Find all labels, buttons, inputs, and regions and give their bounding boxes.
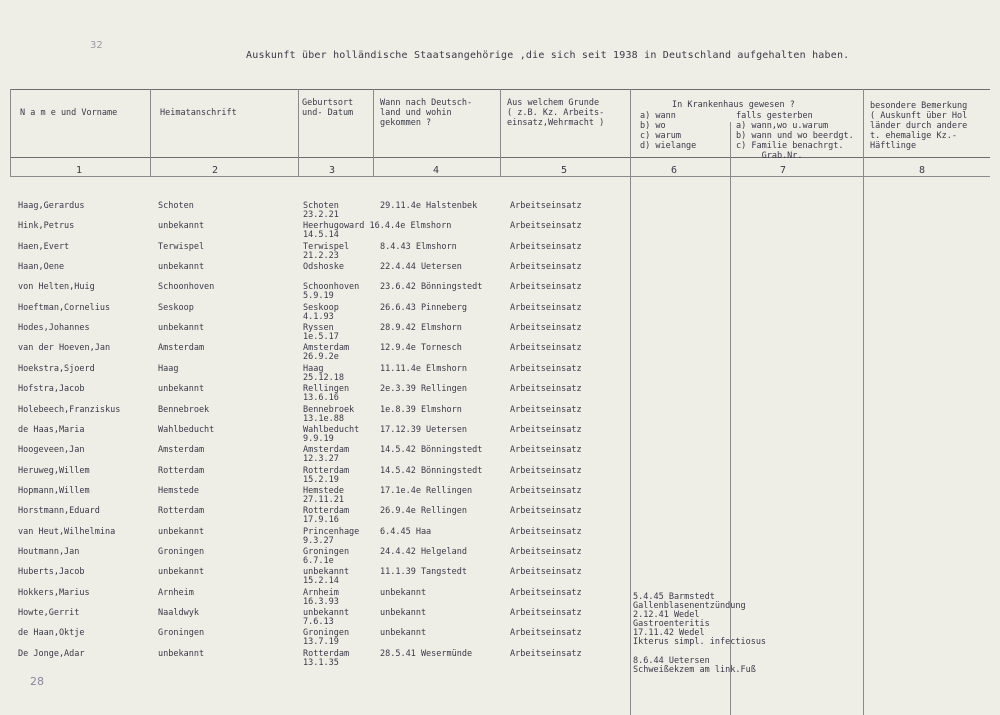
row-arrival: 22.4.44 Uetersen	[380, 262, 462, 272]
row-arrival: 26.9.4e Rellingen	[380, 506, 467, 516]
document-title: Auskunft über holländische Staatsangehörige ,die sich seit 1938 in Deutschland aufgehalten haben.	[246, 50, 850, 61]
column-number: 4	[433, 165, 440, 176]
row-arrival: 26.6.43 Pinneberg	[380, 303, 467, 313]
row-arrival: unbekannt	[380, 628, 427, 638]
row-name: Haan,Oene	[18, 262, 65, 272]
row-arrival: 24.4.42 Helgeland	[380, 547, 467, 557]
row-name: Hoogeveen,Jan	[18, 445, 85, 455]
row-name: Hoekstra,Sjoerd	[18, 364, 95, 374]
row-home-address: unbekannt	[158, 527, 205, 537]
row-birth: Schoonhoven 5.9.19	[303, 282, 360, 301]
row-birth: Rotterdam 17.9.16	[303, 506, 350, 525]
hospital-note: 8.6.44 Uetersen Schweißekzem am link.Fuß	[633, 656, 756, 675]
row-reason: Arbeitseinsatz	[510, 201, 582, 211]
row-arrival: 6.4.45 Haa	[380, 527, 432, 537]
row-home-address: unbekannt	[158, 649, 205, 659]
row-home-address: Groningen	[158, 628, 205, 638]
row-birth: Heerhugoward 16.4.4e Elmshorn 14.5.14	[303, 221, 452, 240]
row-name: Holebeech,Franziskus	[18, 405, 121, 415]
column-number: 3	[329, 165, 336, 176]
page-number: 28	[30, 675, 44, 688]
row-reason: Arbeitseinsatz	[510, 466, 582, 476]
row-reason: Arbeitseinsatz	[510, 506, 582, 516]
row-home-address: Schoonhoven	[158, 282, 215, 292]
row-reason: Arbeitseinsatz	[510, 486, 582, 496]
row-name: Howte,Gerrit	[18, 608, 80, 618]
row-home-address: Naaldwyk	[158, 608, 199, 618]
column-number: 5	[561, 165, 568, 176]
row-birth: Bennebroek 13.1e.88	[303, 405, 355, 424]
row-name: Hink,Petrus	[18, 221, 75, 231]
row-birth: Schoten 23.2.21	[303, 201, 339, 220]
column-divider	[10, 89, 11, 177]
header-home-address: Heimatanschrift	[160, 108, 237, 118]
row-home-address: unbekannt	[158, 262, 205, 272]
column-divider	[630, 89, 631, 715]
row-name: Hofstra,Jacob	[18, 384, 85, 394]
row-birth: Princenhage 9.3.27	[303, 527, 360, 546]
row-reason: Arbeitseinsatz	[510, 527, 582, 537]
row-name: van der Hoeven,Jan	[18, 343, 111, 353]
column-number: 1	[76, 165, 83, 176]
row-birth: Haag 25.12.18	[303, 364, 344, 383]
header-name: N a m e und Vorname	[20, 108, 118, 118]
row-birth: Rellingen 13.6.16	[303, 384, 350, 403]
row-name: Horstmann,Eduard	[18, 506, 100, 516]
row-home-address: Hemstede	[158, 486, 199, 496]
row-reason: Arbeitseinsatz	[510, 262, 582, 272]
header-deceased: falls gesterben a) wann,wo u.warum b) wann und wo beerdgt. c) Familie benachrgt. Grab.Nr.	[736, 111, 854, 161]
row-home-address: Schoten	[158, 201, 194, 211]
row-name: Hokkers,Marius	[18, 588, 90, 598]
column-number: 6	[671, 165, 678, 176]
header-hospital: a) wann b) wo c) warum d) wielange	[640, 111, 697, 151]
row-arrival: 11.11.4e Elmshorn	[380, 364, 467, 374]
row-birth: Odshoske	[303, 262, 344, 272]
hospital-note: 17.11.42 Wedel Ikterus simpl. infectiosus	[633, 628, 767, 647]
row-name: von Helten,Huig	[18, 282, 95, 292]
row-reason: Arbeitseinsatz	[510, 649, 582, 659]
row-birth: Ryssen 1e.5.17	[303, 323, 339, 342]
row-name: Huberts,Jacob	[18, 567, 85, 577]
row-reason: Arbeitseinsatz	[510, 425, 582, 435]
row-arrival: 11.1.39 Tangstedt	[380, 567, 467, 577]
row-home-address: unbekannt	[158, 384, 205, 394]
column-number: 7	[780, 165, 787, 176]
row-reason: Arbeitseinsatz	[510, 343, 582, 353]
pencil-note: 32	[90, 40, 103, 51]
row-home-address: Groningen	[158, 547, 205, 557]
row-name: Hoeftman,Cornelius	[18, 303, 111, 313]
row-home-address: Terwispel	[158, 242, 205, 252]
row-home-address: Amsterdam	[158, 343, 205, 353]
row-home-address: Arnheim	[158, 588, 194, 598]
column-divider	[373, 89, 374, 177]
header-remarks: besondere Bemerkung ( Auskunft über Hol länder durch andere t. ehemalige Kz.- Häftlinge	[870, 101, 968, 151]
column-divider	[730, 122, 731, 715]
row-home-address: Seskoop	[158, 303, 194, 313]
row-reason: Arbeitseinsatz	[510, 608, 582, 618]
row-home-address: Rotterdam	[158, 466, 205, 476]
header-hospital-span: In Krankenhaus gewesen ?	[672, 100, 795, 110]
row-arrival: 1e.8.39 Elmshorn	[380, 405, 462, 415]
row-birth: Arnheim 16.3.93	[303, 588, 339, 607]
column-divider	[863, 89, 864, 715]
row-birth: Amsterdam 12.3.27	[303, 445, 350, 464]
row-arrival: 14.5.42 Bönningstedt	[380, 466, 483, 476]
row-arrival: 17.1e.4e Rellingen	[380, 486, 473, 496]
row-home-address: unbekannt	[158, 567, 205, 577]
row-reason: Arbeitseinsatz	[510, 282, 582, 292]
row-reason: Arbeitseinsatz	[510, 567, 582, 577]
row-arrival: unbekannt	[380, 588, 427, 598]
column-divider	[500, 89, 501, 177]
row-home-address: Haag	[158, 364, 179, 374]
row-name: de Haas,Maria	[18, 425, 85, 435]
row-birth: unbekannt 15.2.14	[303, 567, 350, 586]
row-arrival: 28.5.41 Wesermünde	[380, 649, 473, 659]
row-name: Haag,Gerardus	[18, 201, 85, 211]
row-arrival: 12.9.4e Tornesch	[380, 343, 462, 353]
row-birth: Amsterdam 26.9.2e	[303, 343, 350, 362]
row-home-address: Wahlbeducht	[158, 425, 215, 435]
row-birth: Rotterdam 15.2.19	[303, 466, 350, 485]
row-name: van Heut,Wilhelmina	[18, 527, 116, 537]
row-arrival: 14.5.42 Bönningstedt	[380, 445, 483, 455]
row-name: de Haan,Oktje	[18, 628, 85, 638]
header-birth: Geburtsort und- Datum	[302, 98, 354, 118]
column-number: 8	[919, 165, 926, 176]
row-birth: Groningen 13.7.19	[303, 628, 350, 647]
row-reason: Arbeitseinsatz	[510, 405, 582, 415]
row-reason: Arbeitseinsatz	[510, 364, 582, 374]
row-name: Haen,Evert	[18, 242, 70, 252]
row-birth: Rotterdam 13.1.35	[303, 649, 350, 668]
row-reason: Arbeitseinsatz	[510, 588, 582, 598]
row-arrival: 8.4.43 Elmshorn	[380, 242, 457, 252]
row-name: De Jonge,Adar	[18, 649, 85, 659]
row-reason: Arbeitseinsatz	[510, 323, 582, 333]
row-reason: Arbeitseinsatz	[510, 221, 582, 231]
row-arrival: 17.12.39 Uetersen	[380, 425, 467, 435]
row-reason: Arbeitseinsatz	[510, 547, 582, 557]
row-home-address: Bennebroek	[158, 405, 210, 415]
row-arrival: unbekannt	[380, 608, 427, 618]
header-reason: Aus welchem Grunde ( z.B. Kz. Arbeits- einsatz,Wehrmacht )	[507, 98, 605, 128]
row-arrival: 2e.3.39 Rellingen	[380, 384, 467, 394]
row-birth: Terwispel 21.2.23	[303, 242, 350, 261]
row-home-address: Amsterdam	[158, 445, 205, 455]
row-arrival: 29.11.4e Halstenbek	[380, 201, 478, 211]
row-name: Heruweg,Willem	[18, 466, 90, 476]
row-name: Hodes,Johannes	[18, 323, 90, 333]
hospital-note: 2.12.41 Wedel Gastroenteritis	[633, 610, 710, 629]
row-name: Houtmann,Jan	[18, 547, 80, 557]
row-name: Hopmann,Willem	[18, 486, 90, 496]
row-arrival: 23.6.42 Bönningstedt	[380, 282, 483, 292]
row-reason: Arbeitseinsatz	[510, 242, 582, 252]
hospital-note: 5.4.45 Barmstedt Gallenblasenentzündung	[633, 592, 746, 611]
row-reason: Arbeitseinsatz	[510, 303, 582, 313]
row-birth: unbekannt 7.6.13	[303, 608, 350, 627]
column-number: 2	[212, 165, 219, 176]
row-arrival: 28.9.42 Elmshorn	[380, 323, 462, 333]
column-divider	[150, 89, 151, 177]
row-reason: Arbeitseinsatz	[510, 384, 582, 394]
row-home-address: unbekannt	[158, 323, 205, 333]
row-reason: Arbeitseinsatz	[510, 628, 582, 638]
row-home-address: Rotterdam	[158, 506, 205, 516]
row-home-address: unbekannt	[158, 221, 205, 231]
row-birth: Wahlbeducht 9.9.19	[303, 425, 360, 444]
row-birth: Hemstede 27.11.21	[303, 486, 344, 505]
column-divider	[298, 89, 299, 177]
header-arrival: Wann nach Deutsch- land und wohin gekommen ?	[380, 98, 473, 128]
row-birth: Seskoop 4.1.93	[303, 303, 339, 322]
row-reason: Arbeitseinsatz	[510, 445, 582, 455]
row-birth: Groningen 6.7.1e	[303, 547, 350, 566]
